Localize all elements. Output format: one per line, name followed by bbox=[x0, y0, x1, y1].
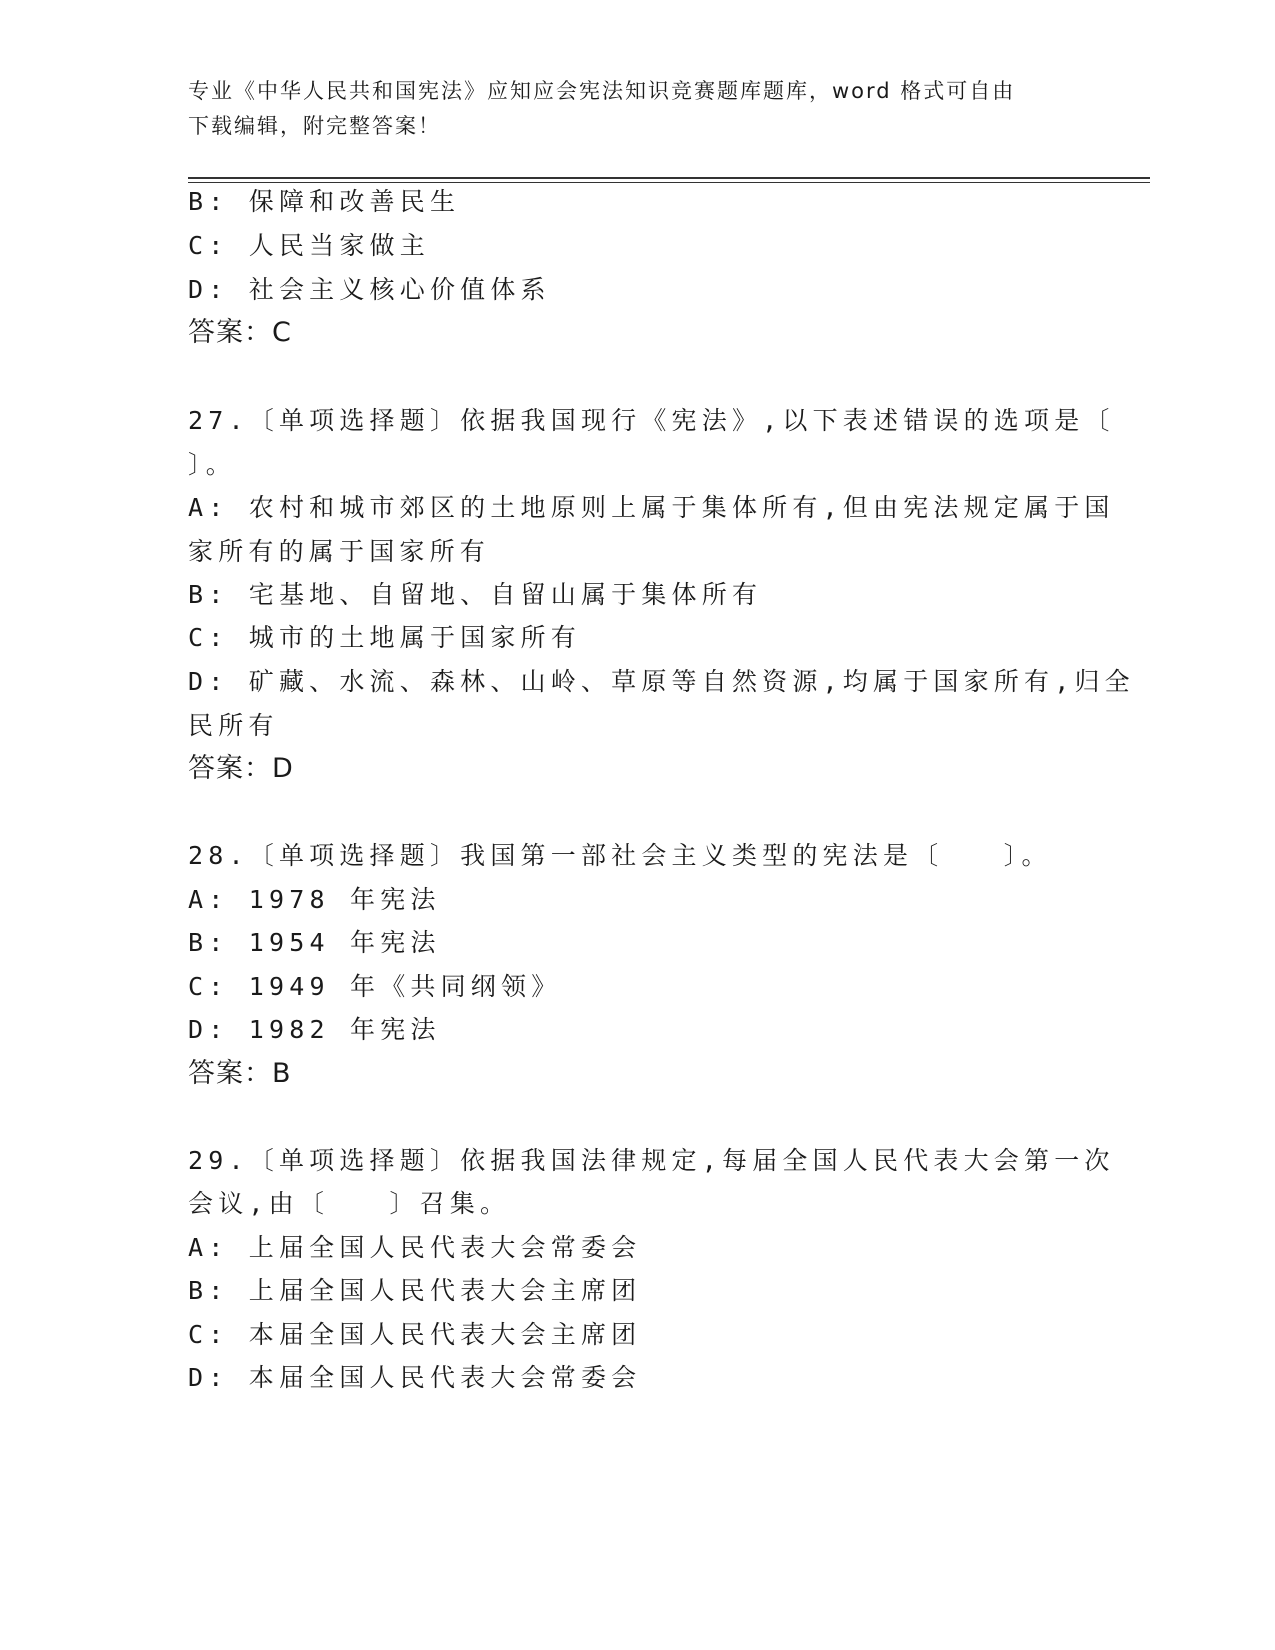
q27-option-d-line-1: D: 矿藏、水流、森林、山岭、草原等自然资源,均属于国家所有,归全 bbox=[188, 667, 1135, 696]
prev-answer: 答案：C bbox=[188, 317, 292, 348]
prev-option-d: D: 社会主义核心价值体系 bbox=[188, 275, 551, 304]
q29-option-a: A: 上届全国人民代表大会常委会 bbox=[188, 1233, 642, 1262]
q29-stem-line-1: 29.〔单项选择题〕依据我国法律规定,每届全国人民代表大会第一次 bbox=[188, 1146, 1115, 1175]
q27-option-c: C: 城市的土地属于国家所有 bbox=[188, 623, 581, 652]
header-line-1: 专业《中华人民共和国宪法》应知应会宪法知识竞赛题库题库，word 格式可自由 bbox=[188, 79, 1016, 103]
header-divider-thick bbox=[188, 177, 1150, 179]
q29-stem-line-2: 会议,由〔 〕召集。 bbox=[188, 1189, 511, 1218]
q29-option-d: D: 本届全国人民代表大会常委会 bbox=[188, 1363, 642, 1392]
q27-option-b: B: 宅基地、自留地、自留山属于集体所有 bbox=[188, 580, 763, 609]
q28-option-b: B: 1954 年宪法 bbox=[188, 928, 441, 957]
q27-answer: 答案：D bbox=[188, 753, 294, 784]
prev-option-b: B: 保障和改善民生 bbox=[188, 187, 461, 216]
q27-stem-line-2: 〕。 bbox=[188, 450, 236, 479]
header-divider-thin bbox=[188, 182, 1150, 183]
q28-option-d: D: 1982 年宪法 bbox=[188, 1015, 441, 1044]
q27-option-a-line-1: A: 农村和城市郊区的土地原则上属于集体所有,但由宪法规定属于国 bbox=[188, 493, 1115, 522]
q27-option-d-line-2: 民所有 bbox=[188, 711, 279, 740]
q29-option-b: B: 上届全国人民代表大会主席团 bbox=[188, 1276, 642, 1305]
q28-option-c: C: 1949 年《共同纲领》 bbox=[188, 972, 562, 1001]
q27-stem-line-1: 27.〔单项选择题〕依据我国现行《宪法》,以下表述错误的选项是〔 bbox=[188, 406, 1115, 435]
q28-answer: 答案：B bbox=[188, 1058, 292, 1089]
document-header bbox=[188, 74, 1068, 144]
q28-stem: 28.〔单项选择题〕我国第一部社会主义类型的宪法是〔 〕。 bbox=[188, 841, 1052, 870]
q27-option-a-line-2: 家所有的属于国家所有 bbox=[188, 537, 491, 566]
q29-option-c: C: 本届全国人民代表大会主席团 bbox=[188, 1320, 642, 1349]
header-line-2: 下载编辑，附完整答案！ bbox=[188, 114, 441, 138]
prev-option-c: C: 人民当家做主 bbox=[188, 231, 430, 260]
q28-option-a: A: 1978 年宪法 bbox=[188, 885, 441, 914]
